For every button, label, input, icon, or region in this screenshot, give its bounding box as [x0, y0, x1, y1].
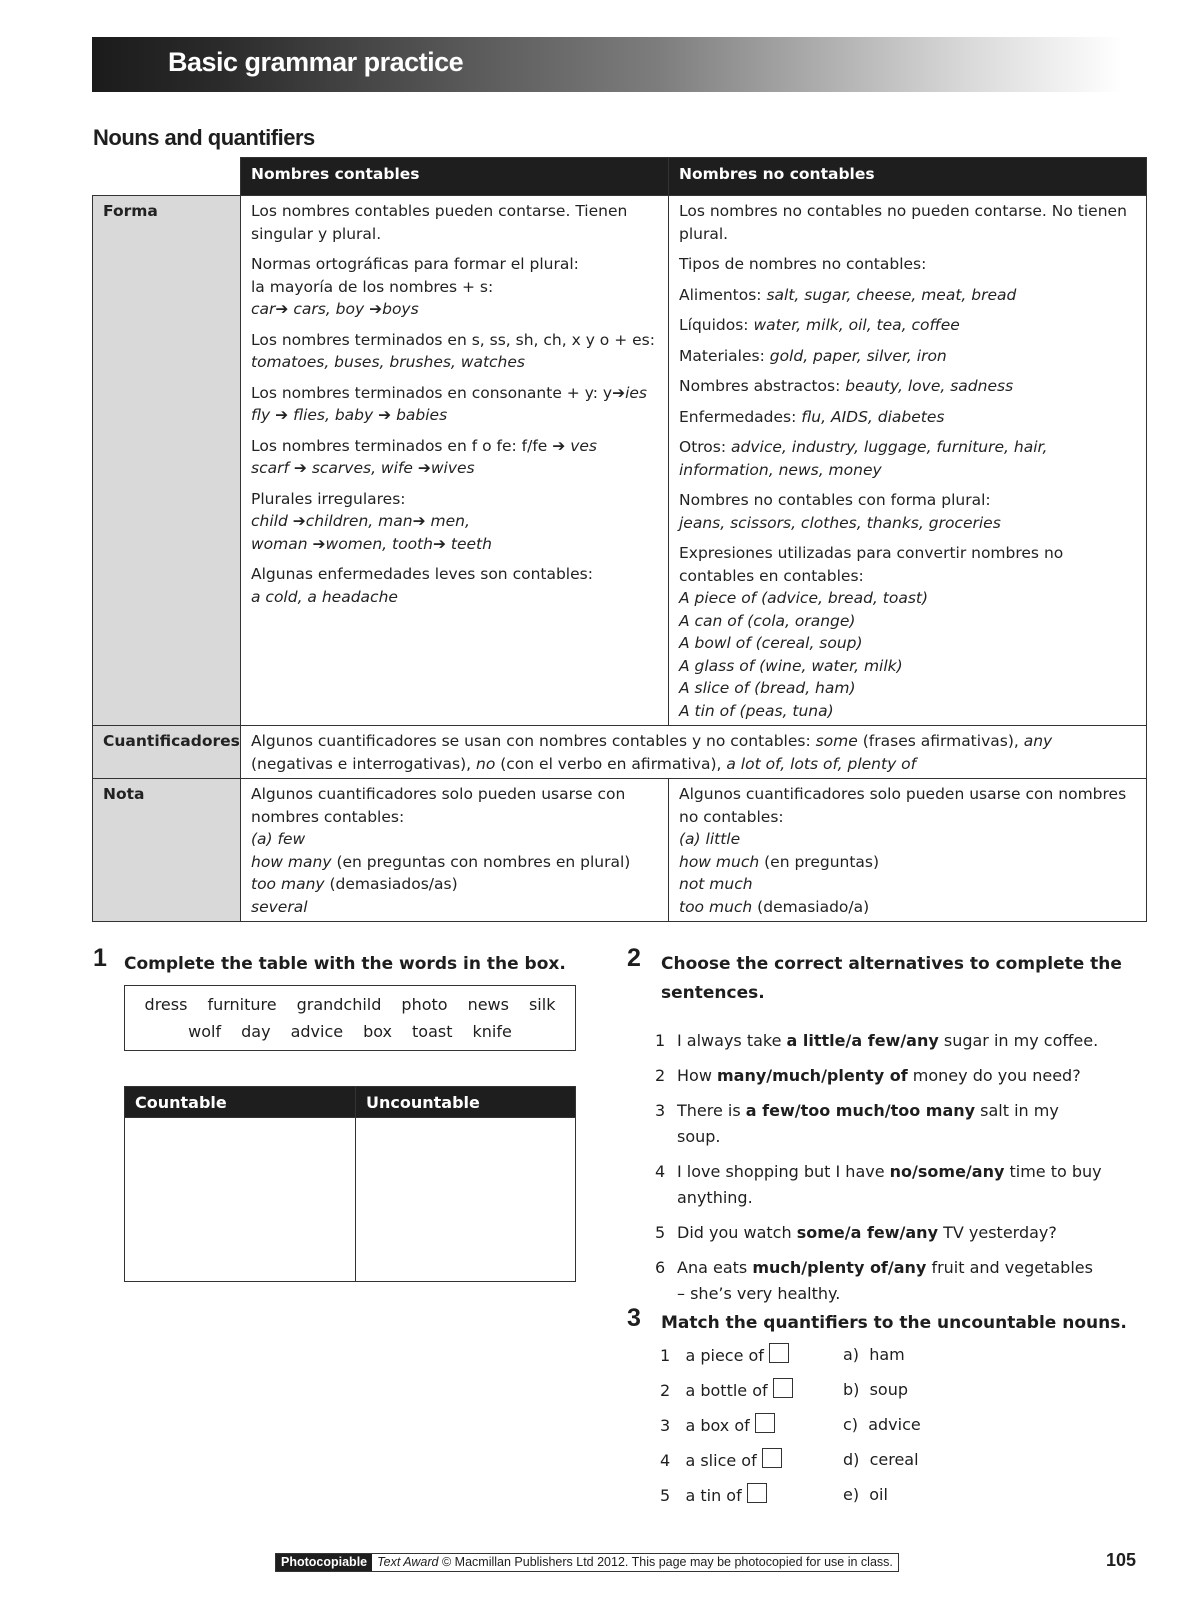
countable-header: Nombres contables — [241, 158, 669, 196]
example: woman — [251, 534, 308, 553]
item-number: 1 — [660, 1346, 671, 1365]
word-line-2 — [125, 1018, 575, 1045]
list-item — [655, 1255, 1105, 1307]
example: wives — [430, 459, 475, 477]
item-text: a piece of — [685, 1346, 764, 1365]
text-line: Los nombres terminados en consonante + y: y — [251, 383, 613, 402]
row-cuantificadores — [93, 726, 1147, 779]
arrow-icon: ➔ — [432, 534, 446, 553]
example: advice, industry, luggage, furniture, hair, information, news, money — [679, 438, 1048, 479]
item-text: time to buy anything. — [677, 1162, 1102, 1207]
text-block — [251, 253, 659, 321]
text-line: Los nombres no contables no pueden contarse. No tienen plural. — [679, 202, 1127, 243]
example: beauty, love, sadness — [845, 377, 1014, 395]
blank-header — [93, 158, 241, 196]
word: box — [363, 1022, 392, 1041]
example: tomatoes, buses, brushes, watches — [251, 353, 525, 371]
example: flies, baby — [293, 406, 374, 424]
word: advice — [290, 1022, 344, 1041]
example: teeth — [450, 534, 492, 553]
example: a cold, a headache — [251, 587, 398, 606]
arrow-icon: ➔ — [312, 534, 326, 553]
example: boys — [382, 300, 419, 318]
item-number: 2 — [655, 1066, 666, 1085]
match-left-item — [660, 1483, 767, 1508]
text-block — [679, 314, 1137, 337]
answer-checkbox[interactable] — [769, 1343, 789, 1363]
text-line: (en preguntas) — [759, 852, 880, 871]
item-text: money do you need? — [907, 1066, 1081, 1085]
exercise-3-title: Match the quantifiers to the uncountable nouns. — [661, 1313, 1127, 1333]
text-line: Algunos cuantificadores solo pueden usarse con nombres contables: — [251, 785, 626, 826]
row-label-cuantificadores: Cuantificadores — [93, 726, 241, 779]
item-text: advice — [868, 1415, 921, 1434]
page-number: 105 — [1106, 1550, 1137, 1570]
row-forma — [93, 196, 1147, 726]
example: A glass of (wine, water, milk) — [679, 656, 903, 675]
item-letter: c) — [843, 1415, 859, 1434]
match-right-item — [843, 1483, 888, 1507]
item-text: There is — [677, 1101, 746, 1120]
item-letter: b) — [843, 1380, 860, 1399]
text-line: Otros: — [679, 438, 732, 456]
example: A slice of (bread, ham) — [679, 679, 856, 697]
example: too much — [679, 897, 753, 916]
word: wolf — [188, 1022, 222, 1041]
text-line: la mayoría de los nombres + s: — [251, 277, 494, 296]
arrow-icon: ➔ — [412, 512, 426, 530]
item-text: a tin of — [685, 1486, 742, 1505]
text-block — [679, 345, 1137, 368]
example: scarf — [251, 459, 289, 477]
example: how much — [679, 852, 760, 871]
example: child — [251, 512, 288, 530]
item-options[interactable]: much/plenty of/any — [752, 1258, 927, 1277]
arrow-icon: ➔ — [378, 406, 392, 424]
text-line: Nombres no contables con forma plural: — [679, 491, 991, 509]
example: women, tooth — [325, 534, 433, 553]
item-letter: e) — [843, 1485, 860, 1504]
arrow-icon: ➔ — [293, 459, 307, 477]
row-label-nota: Nota — [93, 779, 241, 922]
text-line: (en preguntas con nombres en plural) — [331, 852, 631, 871]
example: A bowl of (cereal, soup) — [679, 634, 863, 652]
word: dress — [144, 995, 188, 1014]
example: salt, sugar, cheese, meat, bread — [766, 285, 1017, 304]
word: silk — [528, 995, 556, 1014]
text-line: Tipos de nombres no contables: — [679, 255, 927, 273]
text-line: Algunas enfermedades leves son contables: — [251, 565, 593, 583]
nota-countable-cell — [241, 779, 669, 922]
text-block — [251, 435, 659, 480]
item-number: 3 — [660, 1416, 671, 1435]
exercise-1-title: Complete the table with the words in the box. — [124, 954, 566, 974]
example: ies — [625, 383, 647, 402]
item-text: TV yesterday? — [938, 1223, 1057, 1242]
text-block — [251, 488, 659, 556]
item-letter: a) — [843, 1345, 860, 1364]
item-text: Did you watch — [677, 1223, 797, 1242]
photocopiable-tag: Photocopiable — [276, 1554, 372, 1571]
arrow-icon: ➔ — [552, 436, 566, 455]
item-text: salt in my soup. — [677, 1101, 1059, 1146]
example: water, milk, oil, tea, coffee — [753, 316, 960, 334]
arrow-icon: ➔ — [417, 459, 431, 477]
item-options[interactable]: many/much/plenty of — [717, 1066, 908, 1085]
row-label-forma: Forma — [93, 196, 241, 726]
text-line: (demasiado/a) — [752, 897, 870, 916]
word: knife — [472, 1022, 512, 1041]
example: scarves, wife — [311, 459, 413, 477]
text-line: Normas ortográficas para formar el plural: — [251, 255, 579, 273]
text-line: Líquidos: — [679, 316, 754, 334]
item-options[interactable]: a few/too much/too many — [745, 1101, 976, 1120]
text-block — [679, 489, 1137, 534]
text-block — [251, 329, 659, 374]
countable-column-header: Countable — [125, 1087, 356, 1118]
item-text: a bottle of — [685, 1381, 768, 1400]
copyright-text — [372, 1554, 898, 1571]
text-block — [679, 542, 1137, 722]
example: any — [1023, 732, 1053, 750]
example: several — [251, 897, 308, 916]
arrow-icon: ➔ — [292, 512, 306, 530]
answer-checkbox[interactable] — [773, 1378, 793, 1398]
text-line: Enfermedades: — [679, 407, 802, 426]
item-number: 2 — [660, 1381, 671, 1400]
example: (a) little — [679, 830, 741, 848]
item-text: How — [677, 1066, 717, 1085]
answer-checkbox[interactable] — [755, 1413, 775, 1433]
text-line: Algunos cuantificadores solo pueden usarse con nombres no contables: — [679, 785, 1127, 826]
countable-uncountable-table — [124, 1086, 576, 1282]
item-number: 4 — [655, 1162, 666, 1181]
exercise-3-number: 3 — [627, 1304, 641, 1332]
item-number: 6 — [655, 1258, 666, 1277]
item-text: soup — [869, 1380, 908, 1399]
item-text: I always take — [677, 1031, 787, 1050]
text-line: Nombres abstractos: — [679, 377, 846, 395]
item-number: 4 — [660, 1451, 671, 1470]
footer-notice — [275, 1553, 899, 1572]
arrow-icon: ➔ — [369, 300, 383, 318]
countable-answer-cell[interactable] — [125, 1118, 356, 1282]
forma-countable-cell — [241, 196, 669, 726]
text-line: (demasiados/as) — [324, 875, 458, 893]
list-item — [655, 1159, 1105, 1211]
example: a lot of, lots of, plenty of — [726, 754, 917, 773]
list-item — [655, 1220, 1105, 1246]
match-right-item — [843, 1448, 919, 1472]
text-line: (negativas e interrogativas), — [251, 754, 476, 773]
nota-uncountable-cell — [669, 779, 1147, 922]
example: men, — [430, 512, 470, 530]
match-left-item — [660, 1343, 789, 1368]
word-line-1 — [125, 991, 575, 1018]
text-block — [251, 382, 659, 427]
item-options[interactable]: some/a few/any — [796, 1223, 938, 1242]
item-text: I love shopping but I have — [677, 1162, 890, 1181]
example: A tin of (peas, tuna) — [679, 701, 834, 720]
text-block — [251, 563, 659, 608]
text-block — [679, 284, 1137, 307]
example: ves — [570, 436, 597, 455]
item-text: a slice of — [685, 1451, 757, 1470]
example: no — [476, 754, 496, 773]
exercise-2-list — [655, 1028, 1105, 1316]
header-band — [92, 37, 1122, 92]
grammar-table-header — [93, 158, 1147, 196]
match-left-item — [660, 1413, 775, 1438]
example: babies — [396, 406, 448, 424]
brand-name: Text Award — [377, 1555, 439, 1569]
item-text: a box of — [685, 1416, 750, 1435]
item-options[interactable]: no/some/any — [889, 1162, 1005, 1181]
arrow-icon: ➔ — [612, 383, 626, 402]
word: grandchild — [296, 995, 382, 1014]
match-right-item — [843, 1413, 921, 1437]
text-line: Expresiones utilizadas para convertir nombres no contables en contables: — [679, 544, 1064, 585]
item-text: oil — [869, 1485, 888, 1504]
text-line: (con el verbo en afirmativa), — [495, 754, 727, 773]
item-options[interactable]: a little/a few/any — [786, 1031, 939, 1050]
item-text: sugar in my coffee. — [938, 1031, 1099, 1050]
text-line: Los nombres contables pueden contarse. Tienen singular y plural. — [251, 202, 628, 243]
example: A piece of (advice, bread, toast) — [679, 589, 929, 607]
example: (a) few — [251, 830, 306, 848]
arrow-icon: ➔ — [275, 406, 289, 424]
text-line: Los nombres terminados en s, ss, sh, ch, x y o + es: — [251, 330, 655, 349]
word-box — [124, 985, 576, 1051]
cuantificadores-cell — [241, 726, 1147, 779]
forma-uncountable-cell — [669, 196, 1147, 726]
exercise-2-number: 2 — [627, 944, 641, 972]
uncountable-header: Nombres no contables — [669, 158, 1147, 196]
text-line: Materiales: — [679, 346, 770, 365]
text-line: (frases afirmativas), — [857, 732, 1024, 750]
item-text: ham — [869, 1345, 905, 1364]
text-block — [679, 406, 1137, 429]
answer-checkbox[interactable] — [762, 1448, 782, 1468]
exercise-1-number: 1 — [93, 944, 107, 972]
example: gold, paper, silver, iron — [769, 346, 947, 365]
list-item — [655, 1063, 1105, 1089]
example: not much — [679, 875, 753, 893]
item-number: 3 — [655, 1101, 666, 1120]
item-text: Ana eats — [677, 1258, 753, 1277]
item-letter: d) — [843, 1450, 860, 1469]
row-nota — [93, 779, 1147, 922]
example: flu, AIDS, diabetes — [801, 407, 945, 426]
text-block — [679, 436, 1137, 481]
word: news — [467, 995, 509, 1014]
match-left-item — [660, 1448, 782, 1473]
item-number: 1 — [655, 1031, 666, 1050]
copyright-line: © Macmillan Publishers Ltd 2012. This page may be photocopied for use in class. — [438, 1555, 893, 1569]
section-title: Nouns and quantifiers — [93, 125, 315, 150]
answer-checkbox[interactable] — [747, 1483, 767, 1503]
example: children, man — [305, 512, 413, 530]
grammar-table — [92, 157, 1147, 922]
text-line: Plurales irregulares: — [251, 489, 406, 508]
item-number: 5 — [660, 1486, 671, 1505]
item-text: fruit and vegetables – she’s very healthy. — [677, 1258, 1093, 1303]
page-title: Basic grammar practice — [168, 47, 464, 77]
text-line: Los nombres terminados en f o fe: f/fe — [251, 436, 548, 455]
list-item — [655, 1028, 1105, 1054]
text-block — [679, 375, 1137, 398]
list-item — [655, 1098, 1105, 1150]
example: jeans, scissors, clothes, thanks, groceries — [679, 513, 1001, 532]
uncountable-answer-cell[interactable] — [356, 1118, 576, 1282]
match-right-item — [843, 1378, 908, 1402]
match-left-item — [660, 1378, 793, 1403]
item-text: cereal — [869, 1450, 919, 1469]
example: cars, boy — [293, 300, 365, 318]
word: day — [241, 1022, 271, 1041]
example: some — [815, 732, 858, 750]
exercise-2-title: Choose the correct alternatives to complete the sentences. — [661, 954, 1122, 1003]
uncountable-column-header: Uncountable — [356, 1087, 576, 1118]
example: A can of (cola, orange) — [679, 611, 856, 630]
example: car — [251, 300, 276, 318]
text-line: Algunos cuantificadores se usan con nombres contables y no contables: — [251, 732, 816, 750]
example: how many — [251, 852, 332, 871]
word: toast — [412, 1022, 453, 1041]
word: photo — [401, 995, 448, 1014]
word: furniture — [207, 995, 277, 1014]
example: fly — [251, 406, 271, 424]
match-right-item — [843, 1343, 905, 1367]
example: too many — [251, 875, 325, 893]
item-number: 5 — [655, 1223, 666, 1242]
text-line: Alimentos: — [679, 285, 767, 304]
arrow-icon: ➔ — [275, 300, 289, 318]
